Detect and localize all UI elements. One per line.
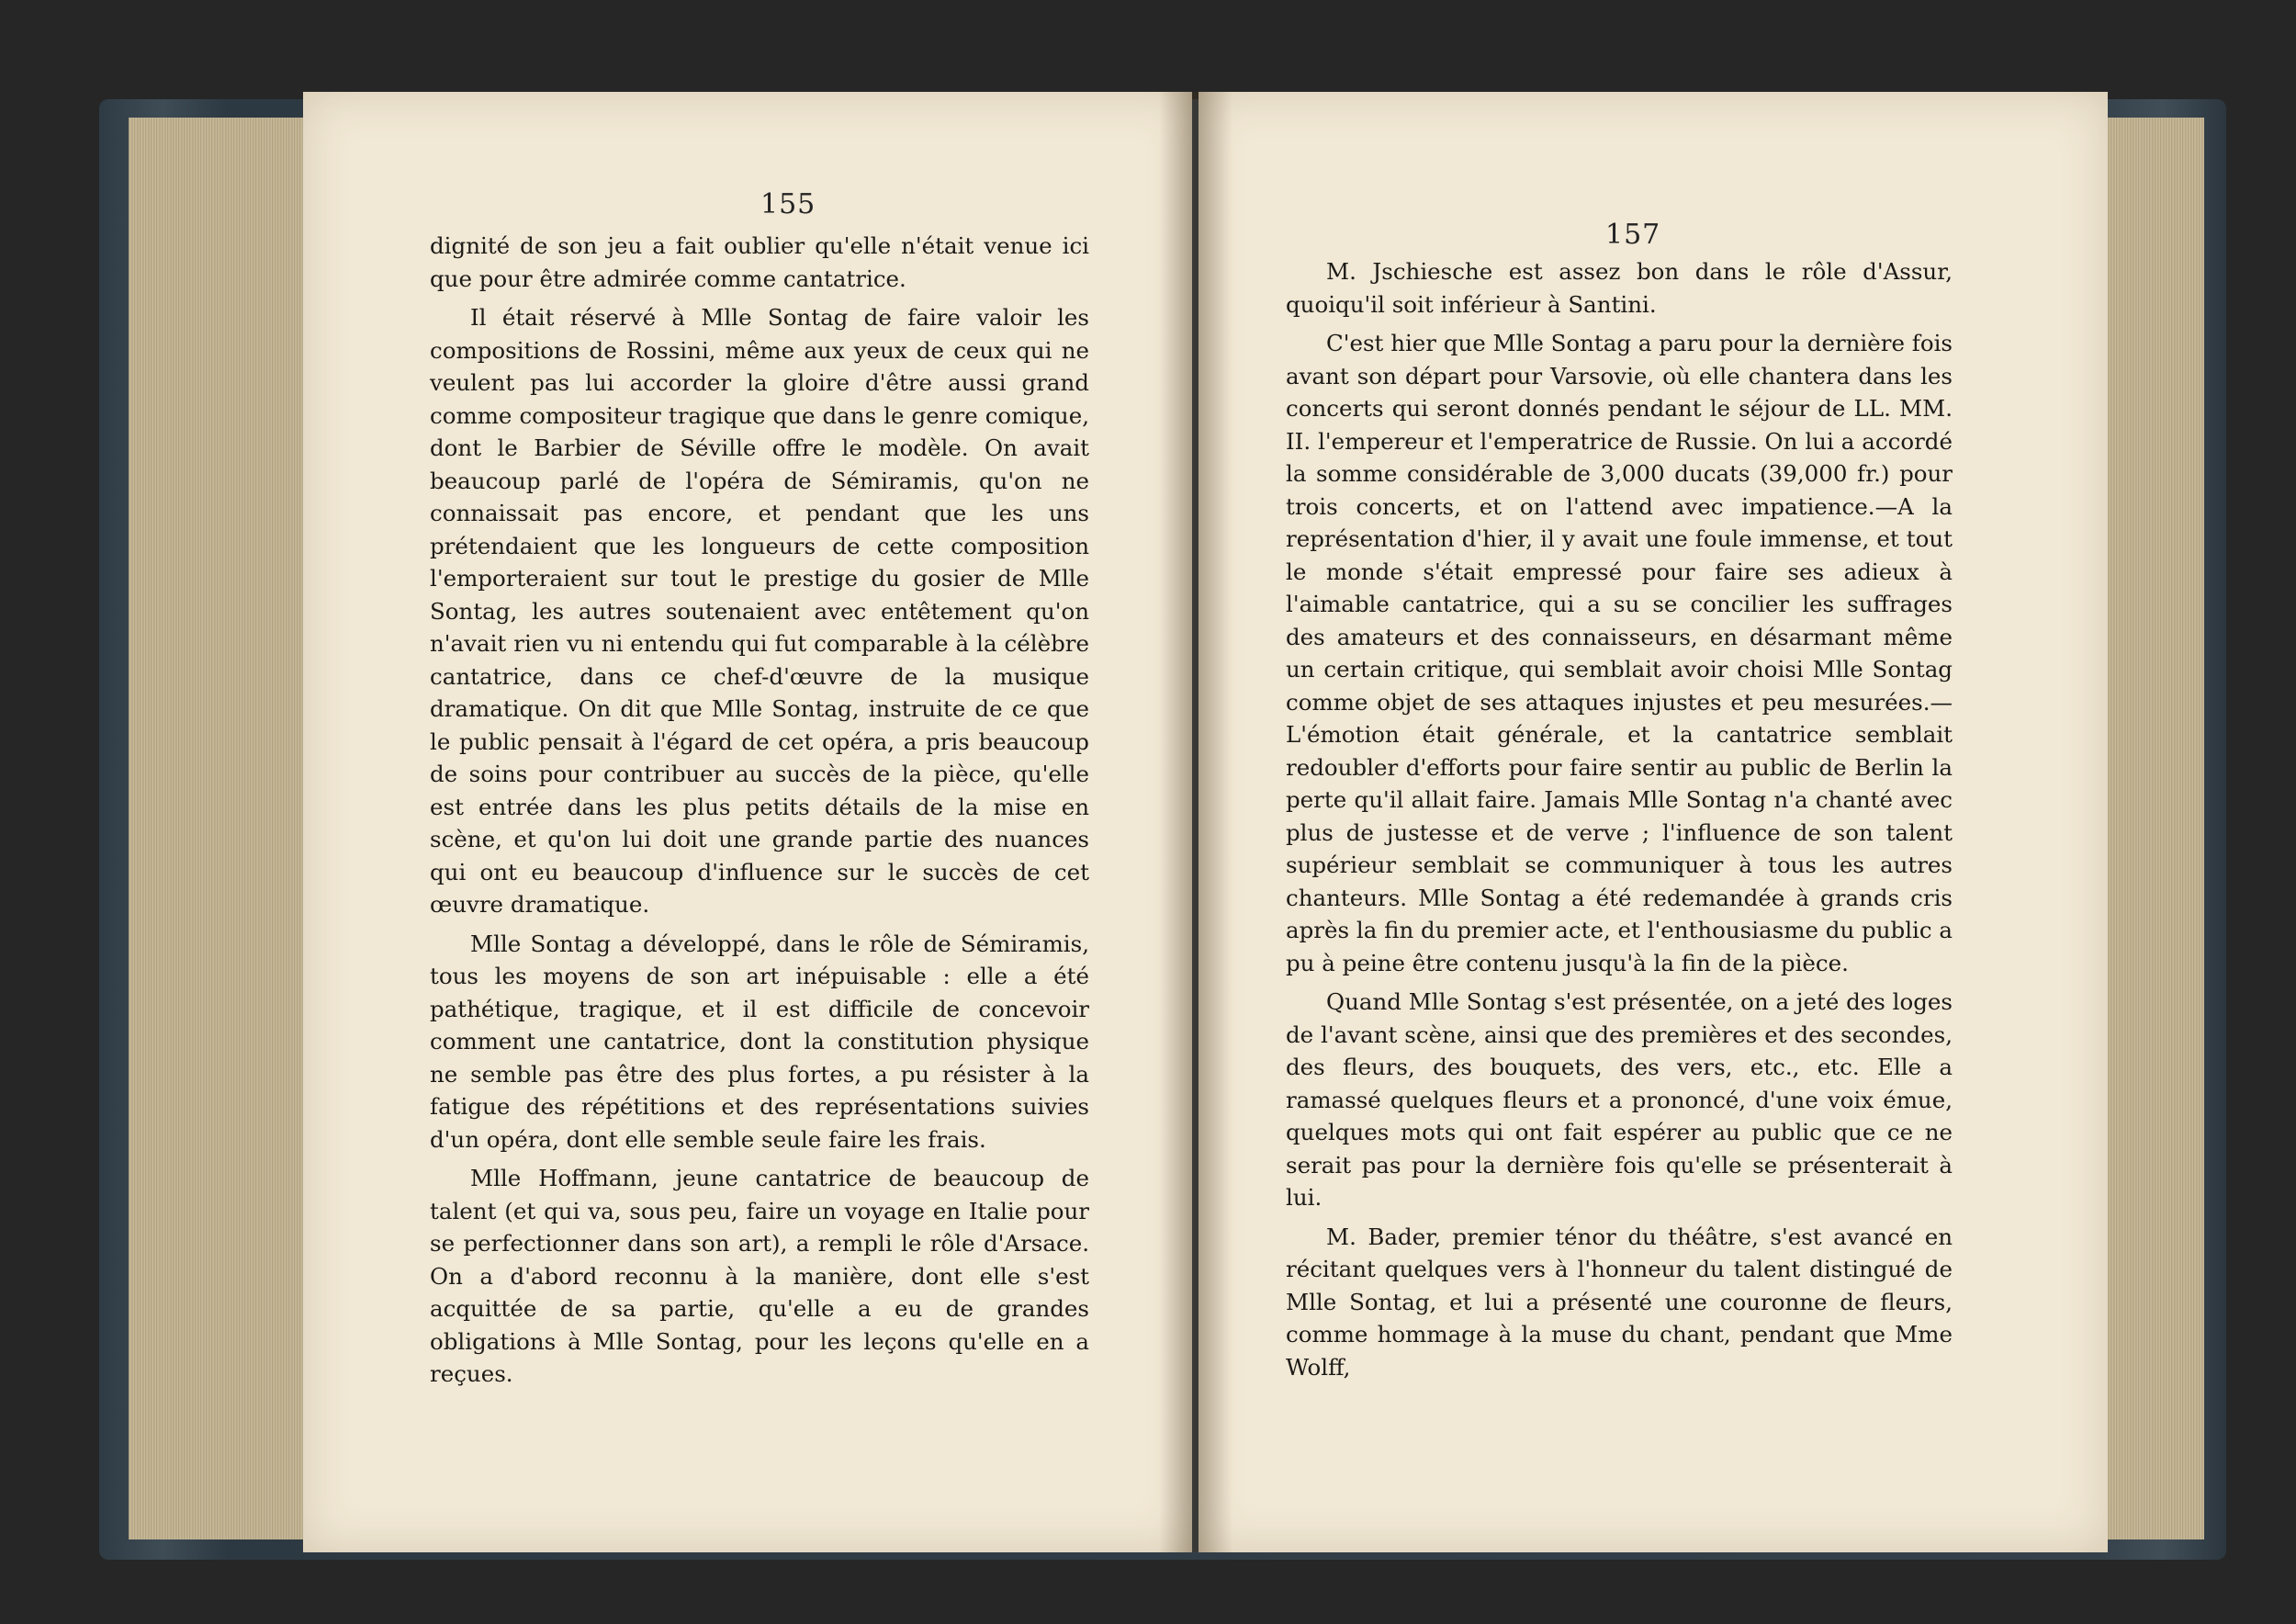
left-paragraph-3: Mlle Sontag a développé, dans le rôle de Sémiramis, tous les moyens de son art inépuisable : elle a été pathétique, tragique, et il est difficile de concevoir comment une cantatrice, dont la constitution physique ne semble pas être des plus fortes, a pu résister à la fatigue des répétitions et des représentations suivies d'un opéra, dont elle semble seule faire les frais.: [430, 930, 1089, 1153]
left-page-text: [430, 230, 1089, 1397]
left-paragraph-2: Il était réservé à Mlle Sontag de faire valoir les compositions de Rossini, même aux yeux de ceux qui ne veulent pas lui accorder la gloire d'être aussi grand comme compositeur tragique que dans le genre comique, dont le Barbier de Séville offre le modèle. On avait beaucoup parlé de l'opéra de Sémiramis, qu'on ne connaissait pas encore, et pendant que les uns prétendaient que les longueurs de cette composition l'emporteraient sur tout le prestige du gosier de Mlle Sontag, les autres soutenaient avec entêtement qu'on n'avait rien vu ni entendu qui fut comparable à la célèbre cantatrice, dans ce chef-d'œuvre de la musique dramatique. On dit que Mlle Sontag, instruite de ce que le public pensait à l'égard de cet opéra, a pris beaucoup de soins pour contribuer au succès de la pièce, qu'elle est entrée dans les plus petits détails de la mise en scène, et qu'on lui doit une grande partie des nuances qui ont eu beaucoup d'influence sur le succès de cet œuvre dramatique.: [430, 304, 1089, 918]
right-page-text: [1286, 255, 1953, 1390]
right-page-number: 157: [1605, 219, 1661, 251]
left-paragraph-1: dignité de son jeu a fait oublier qu'elle n'était venue ici que pour être admirée comme cantatrice.: [430, 232, 1089, 292]
right-paragraph-4: M. Bader, premier ténor du théâtre, s'est avancé en récitant quelques vers à l'honneur du talent distingué de Mlle Sontag, et lui a présenté une couronne de fleurs, comme hommage à la muse du chant, pendant que Mme Wolff,: [1286, 1223, 1953, 1381]
right-paragraph-1: M. Jschiesche est assez bon dans le rôle d'Assur, quoiqu'il soit inférieur à Santini.: [1286, 258, 1953, 318]
page-edges-right: [2094, 118, 2204, 1539]
page-edges-left: [129, 118, 312, 1539]
right-paragraph-2: C'est hier que Mlle Sontag a paru pour la dernière fois avant son départ pour Varsovie, où elle chantera dans les concerts qui seront donnés pendant le séjour de LL. MM. II. l'empereur et l'emperatrice de Russie. On lui a accordé la somme considérable de 3,000 ducats (39,000 fr.) pour trois concerts, et on l'attend avec impatience.—A la représentation d'hier, il y avait une foule immense, et tout le monde s'était empressé pour faire ses adieux à l'aimable cantatrice, qui a su se concilier les suffrages des amateurs et des connaisseurs, en désarmant même un certain critique, qui semblait avoir choisi Mlle Sontag comme objet de ses attaques injustes et peu mesurées.—L'émotion était générale, et la cantatrice semblait redoubler d'efforts pour faire sentir au public de Berlin la perte qu'il allait faire. Jamais Mlle Sontag n'a chanté avec plus de justesse et de verve ; l'influence de son talent supérieur semblait se communiquer à tous les autres chanteurs. Mlle Sontag a été redemandée à grands cris après la fin du premier acte, et l'enthousiasme du public a pu à peine être contenu jusqu'à la fin de la pièce.: [1286, 330, 1953, 976]
left-paragraph-4: Mlle Hoffmann, jeune cantatrice de beaucoup de talent (et qui va, sous peu, faire un voyage en Italie pour se perfectionner dans son art), a rempli le rôle d'Arsace. On a d'abord reconnu à la manière, dont elle s'est acquittée de sa partie, qu'elle a eu de grandes obligations à Mlle Sontag, pour les leçons qu'elle en a reçues.: [430, 1165, 1089, 1387]
right-paragraph-3: Quand Mlle Sontag s'est présentée, on a jeté des loges de l'avant scène, ainsi que des premières et des secondes, des fleurs, des bouquets, des vers, etc., etc. Elle a ramassé quelques fleurs et a prononcé, d'une voix émue, quelques mots qui ont fait espérer au public que ce ne serait pas pour la dernière fois qu'elle se présenterait à lui.: [1286, 988, 1953, 1211]
left-page-number: 155: [760, 188, 816, 220]
book-gutter: [1159, 92, 1232, 1552]
